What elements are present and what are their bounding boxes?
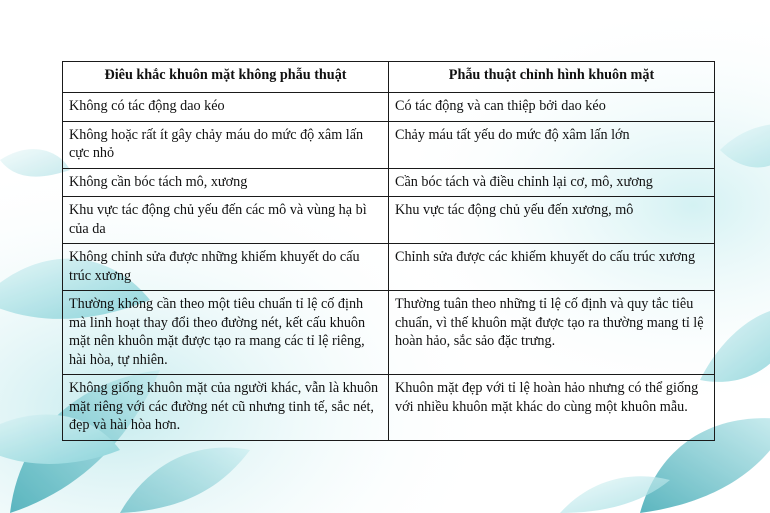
cell-surgical: Thường tuân theo những tỉ lệ cố định và quy tắc tiêu chuẩn, vì thế khuôn mặt được tạo ra thường mang tỉ lệ hoàn hảo, sắc sảo đặc trưng. [389,291,715,375]
table-row [63,197,715,244]
cell-surgical: Chỉnh sửa được các khiếm khuyết do cấu trúc xương [389,244,715,291]
cell-surgical: Cần bóc tách và điều chỉnh lại cơ, mô, xương [389,168,715,197]
cell-surgical: Khuôn mặt đẹp với tỉ lệ hoàn hảo nhưng có thể giống với nhiều khuôn mặt khác do cùng một khuôn mẫu. [389,375,715,441]
header-surgical: Phẫu thuật chỉnh hình khuôn mặt [389,62,715,93]
cell-surgical: Có tác động và can thiệp bởi dao kéo [389,93,715,122]
table-row [63,93,715,122]
cell-surgical: Khu vực tác động chủ yếu đến xương, mô [389,197,715,244]
cell-non-surgical: Không có tác động dao kéo [63,93,389,122]
cell-surgical: Chảy máu tất yếu do mức độ xâm lấn lớn [389,121,715,168]
table-row [63,291,715,375]
cell-non-surgical: Không cần bóc tách mô, xương [63,168,389,197]
table-row [63,168,715,197]
table-header-row [63,62,715,93]
comparison-table [62,61,715,441]
cell-non-surgical: Không giống khuôn mặt của người khác, vẫn là khuôn mặt riêng với các đường nét cũ nhưng tinh tế, sắc nét, đẹp và hài hòa hơn. [63,375,389,441]
cell-non-surgical: Khu vực tác động chủ yếu đến các mô và vùng hạ bì của da [63,197,389,244]
table-row [63,375,715,441]
table-row [63,121,715,168]
cell-non-surgical: Thường không cần theo một tiêu chuẩn tỉ lệ cố định mà linh hoạt thay đổi theo đường nét, kết cấu khuôn mặt nên khuôn mặt được tạo ra mang các tỉ lệ riêng, hài hòa, tự nhiên. [63,291,389,375]
cell-non-surgical: Không hoặc rất ít gây chảy máu do mức độ xâm lấn cực nhỏ [63,121,389,168]
comparison-table-container [62,61,714,441]
table-row [63,244,715,291]
cell-non-surgical: Không chỉnh sửa được những khiếm khuyết do cấu trúc xương [63,244,389,291]
header-non-surgical: Điêu khắc khuôn mặt không phẫu thuật [63,62,389,93]
